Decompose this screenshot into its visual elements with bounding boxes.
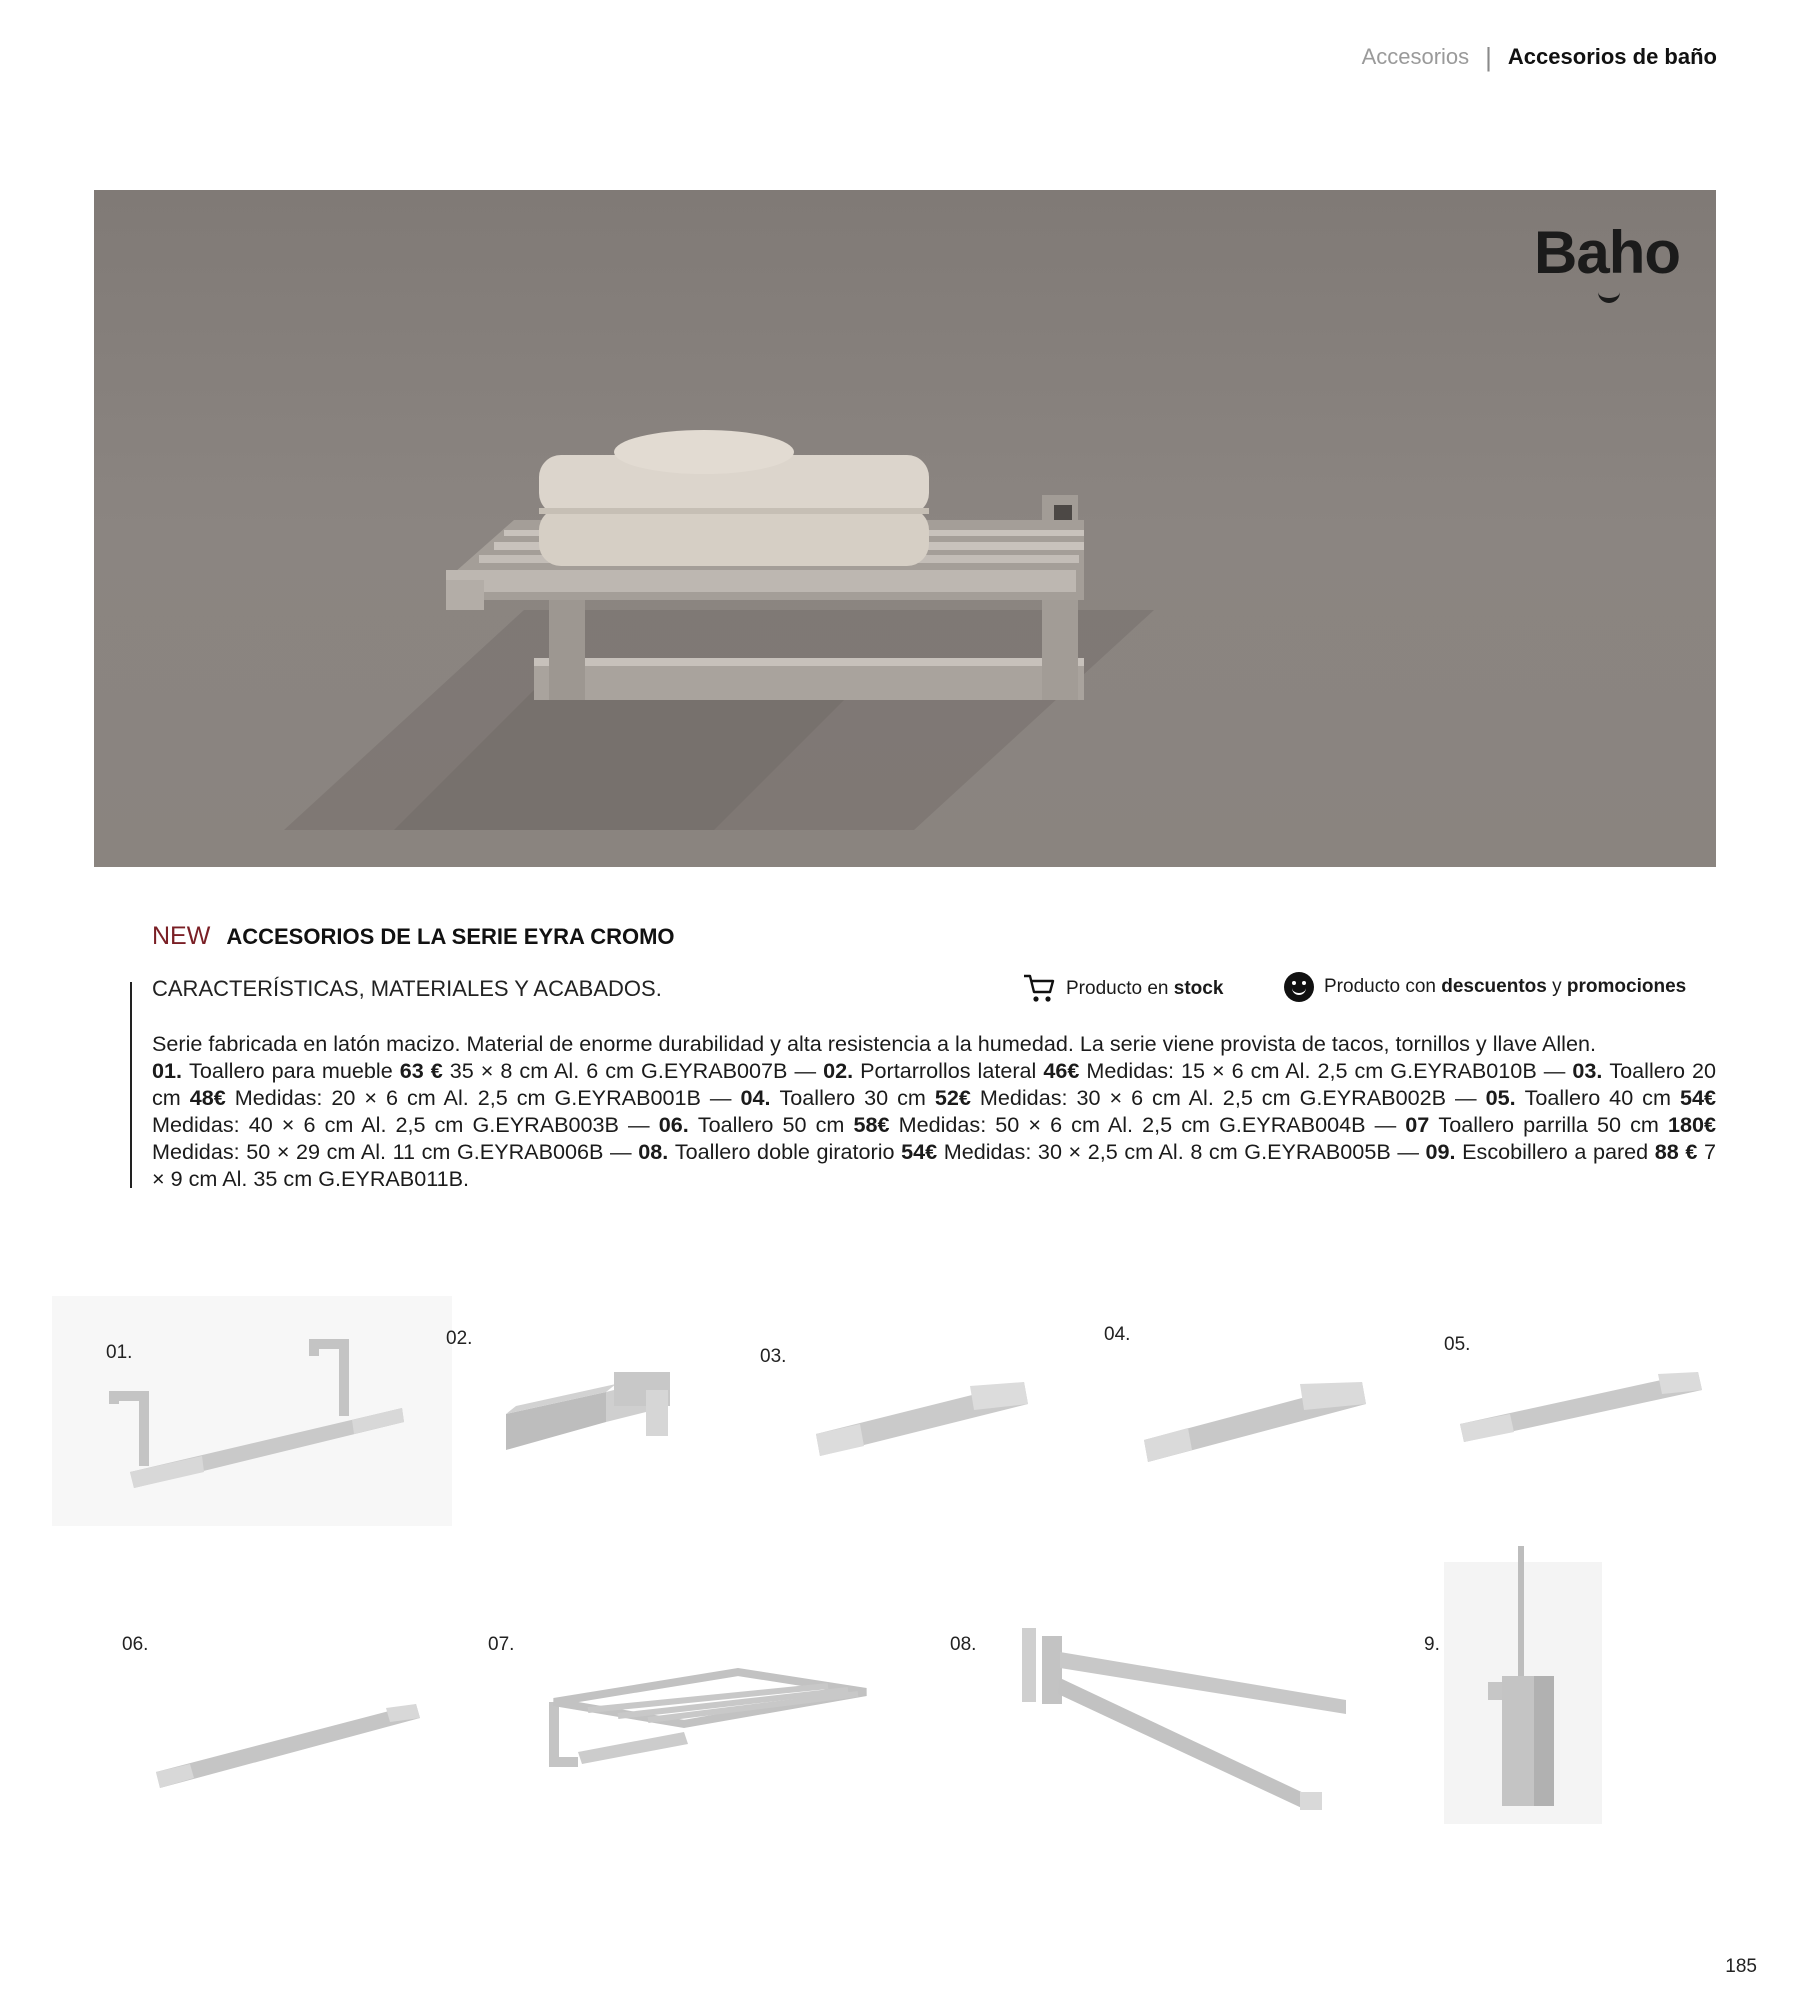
product-item-spec: 35 × 8 cm Al. 6 cm G.EYRAB007B [449, 1058, 788, 1083]
product-item-number: 05. [1485, 1085, 1525, 1110]
breadcrumb-separator: | [1485, 42, 1492, 72]
product-item-number: 03. [1572, 1058, 1610, 1083]
product-item-name: Toallero parrilla 50 cm [1438, 1112, 1668, 1137]
double-swivel-towel-bar-image [950, 1622, 1370, 1832]
toilet-brush-holder-image [1422, 1546, 1602, 1822]
product-item-spec: Medidas: 20 × 6 cm Al. 2,5 cm G.EYRAB001B [234, 1085, 701, 1110]
product-item-price: 54€ [1679, 1085, 1716, 1110]
gallery-item-06[interactable] [120, 1622, 440, 1802]
product-item-name: Toallero doble giratorio [674, 1139, 902, 1164]
stock-legend [1022, 972, 1223, 1006]
shopping-cart-icon [1022, 972, 1056, 1006]
gallery-label: 9. [1424, 1634, 1440, 1655]
product-item-spec: Medidas: 50 × 6 cm Al. 2,5 cm G.EYRAB004B [898, 1112, 1366, 1137]
gallery-item-07[interactable] [488, 1622, 878, 1802]
smiley-icon [1284, 972, 1314, 1002]
brand-logo: Baho [1534, 219, 1680, 286]
characteristics-heading: CARACTERÍSTICAS, MATERIALES Y ACABADOS. [152, 976, 662, 1001]
product-item-name: Toallero 30 cm [779, 1085, 935, 1110]
breadcrumb-subsection[interactable]: Accesorios de baño [1507, 44, 1717, 69]
product-item-name: Portarrollos lateral [860, 1058, 1044, 1083]
product-item-spec: Medidas: 30 × 2,5 cm Al. 8 cm G.EYRAB005B [943, 1139, 1391, 1164]
gallery-item-03[interactable] [760, 1330, 1060, 1490]
gallery-label: 08. [950, 1634, 977, 1655]
product-item [659, 1112, 1366, 1137]
gallery-item-04[interactable] [1092, 1314, 1392, 1484]
product-item-price: 54€ [901, 1139, 944, 1164]
product-item-name: Toallero 50 cm [697, 1112, 854, 1137]
gallery-label: 02. [446, 1328, 473, 1349]
product-item-number: 06. [658, 1112, 698, 1137]
product-item-spec: Medidas: 30 × 6 cm Al. 2,5 cm G.EYRAB002B [979, 1085, 1447, 1110]
gallery-item-01[interactable] [52, 1296, 452, 1526]
towel-bar-30-image [1092, 1314, 1392, 1484]
product-title-row [152, 922, 675, 951]
product-item-number: 02. [823, 1058, 861, 1083]
promo-legend-text: Producto con descuentos y promociones [1324, 976, 1687, 997]
hero-photo [94, 190, 1716, 867]
product-item-spec: Medidas: 50 × 29 cm Al. 11 cm G.EYRAB006B [152, 1139, 604, 1164]
towel-bar-cabinet-image [52, 1296, 452, 1526]
product-description [152, 1030, 1716, 1192]
series-title: ACCESORIOS DE LA SERIE EYRA CROMO [226, 924, 675, 949]
product-item-spec: Medidas: 15 × 6 cm Al. 2,5 cm G.EYRAB010B [1086, 1058, 1537, 1083]
promo-legend [1284, 972, 1686, 1002]
product-item-spec: 7 × 9 cm Al. 35 cm G.EYRAB011B. [152, 1139, 1717, 1191]
product-item [152, 1058, 787, 1083]
gallery-label: 05. [1444, 1334, 1471, 1355]
product-item [740, 1085, 1446, 1110]
gallery-item-02[interactable] [446, 1310, 736, 1500]
gallery-item-05[interactable] [1430, 1320, 1730, 1480]
gallery-label: 04. [1104, 1324, 1131, 1345]
product-item-price: 58€ [853, 1112, 899, 1137]
product-item [638, 1139, 1391, 1164]
toilet-roll-holder-image [446, 1310, 736, 1500]
product-items-list: 01. Toallero para mueble 63 € 35 × 8 cm Al. 6 cm G.EYRAB007B — 02. Portarrollos lateral 46€ Medidas: 15 × 6 cm Al. 2,5 cm G.EYRAB010B — 03. Toallero 20 cm 48€ Medidas: 20 × 6 cm Al. 2,5 cm G.EYRAB001B — 04. Toallero 30 cm 52€ Medidas: 30 × 6 cm Al. 2,5 cm G.EYRAB002B — 05. Toallero 40 cm 54€ Medidas: 40 × 6 cm Al. 2,5 cm G.EYRAB003B — 06. Toallero 50 cm 58€ Medidas: 50 × 6 cm Al. 2,5 cm G.EYRAB004B — 07 Toallero parrilla 50 cm 180€ Medidas: 50 × 29 cm Al. 11 cm G.EYRAB006B — 08. Toallero doble giratorio 54€ Medidas: 30 × 2,5 cm Al. 8 cm G.EYRAB005B — 09. Escobillero a pared 88 € 7 × 9 cm Al. 35 cm G.EYRAB011B. [152, 1058, 1717, 1191]
gallery-label: 03. [760, 1346, 787, 1367]
product-item-price: 63 € [399, 1058, 450, 1083]
gallery-label: 07. [488, 1634, 515, 1655]
product-item-name: Escobillero a pared [1462, 1139, 1655, 1164]
page-number: 185 [1725, 1956, 1757, 1977]
vertical-divider [130, 982, 132, 1188]
gallery-label: 06. [122, 1634, 149, 1655]
product-item [823, 1058, 1537, 1083]
product-item-name: Toallero 40 cm [1524, 1085, 1680, 1110]
towel-rack-shelf-image [488, 1622, 878, 1802]
product-item-number: 01. [152, 1058, 190, 1083]
product-item-number: 08. [638, 1139, 675, 1164]
breadcrumb [1362, 44, 1717, 70]
product-item-name: Toallero 20 cm [152, 1058, 1717, 1110]
product-item-price: 180€ [1667, 1112, 1716, 1137]
product-item-price: 88 € [1654, 1139, 1704, 1164]
towel-bar-50-image [120, 1622, 440, 1802]
product-item-number: 09. [1425, 1139, 1463, 1164]
product-item-number: 04. [740, 1085, 780, 1110]
product-item-number: 07 [1405, 1112, 1439, 1137]
breadcrumb-section[interactable]: Accesorios [1361, 44, 1470, 69]
gallery-item-08[interactable] [950, 1622, 1370, 1832]
new-badge: NEW [152, 922, 211, 950]
towel-bar-20-image [760, 1330, 1060, 1490]
towel-bar-40-image [1430, 1320, 1730, 1480]
gallery-item-09[interactable] [1422, 1546, 1602, 1822]
product-item-price: 52€ [934, 1085, 980, 1110]
product-item-price: 48€ [189, 1085, 235, 1110]
product-item-price: 46€ [1043, 1058, 1087, 1083]
gallery-label: 01. [106, 1342, 133, 1363]
description-intro: Serie fabricada en latón macizo. Material de enorme durabilidad y alta resistencia a la humedad. La serie viene provista de tacos, tornillos y llave Allen. [152, 1031, 1596, 1056]
towel-shelf-illustration [94, 190, 1716, 867]
product-item-name: Toallero para mueble [189, 1058, 400, 1083]
stock-legend-text: Producto en stock [1066, 978, 1224, 999]
product-item-spec: Medidas: 40 × 6 cm Al. 2,5 cm G.EYRAB003B [152, 1112, 619, 1137]
